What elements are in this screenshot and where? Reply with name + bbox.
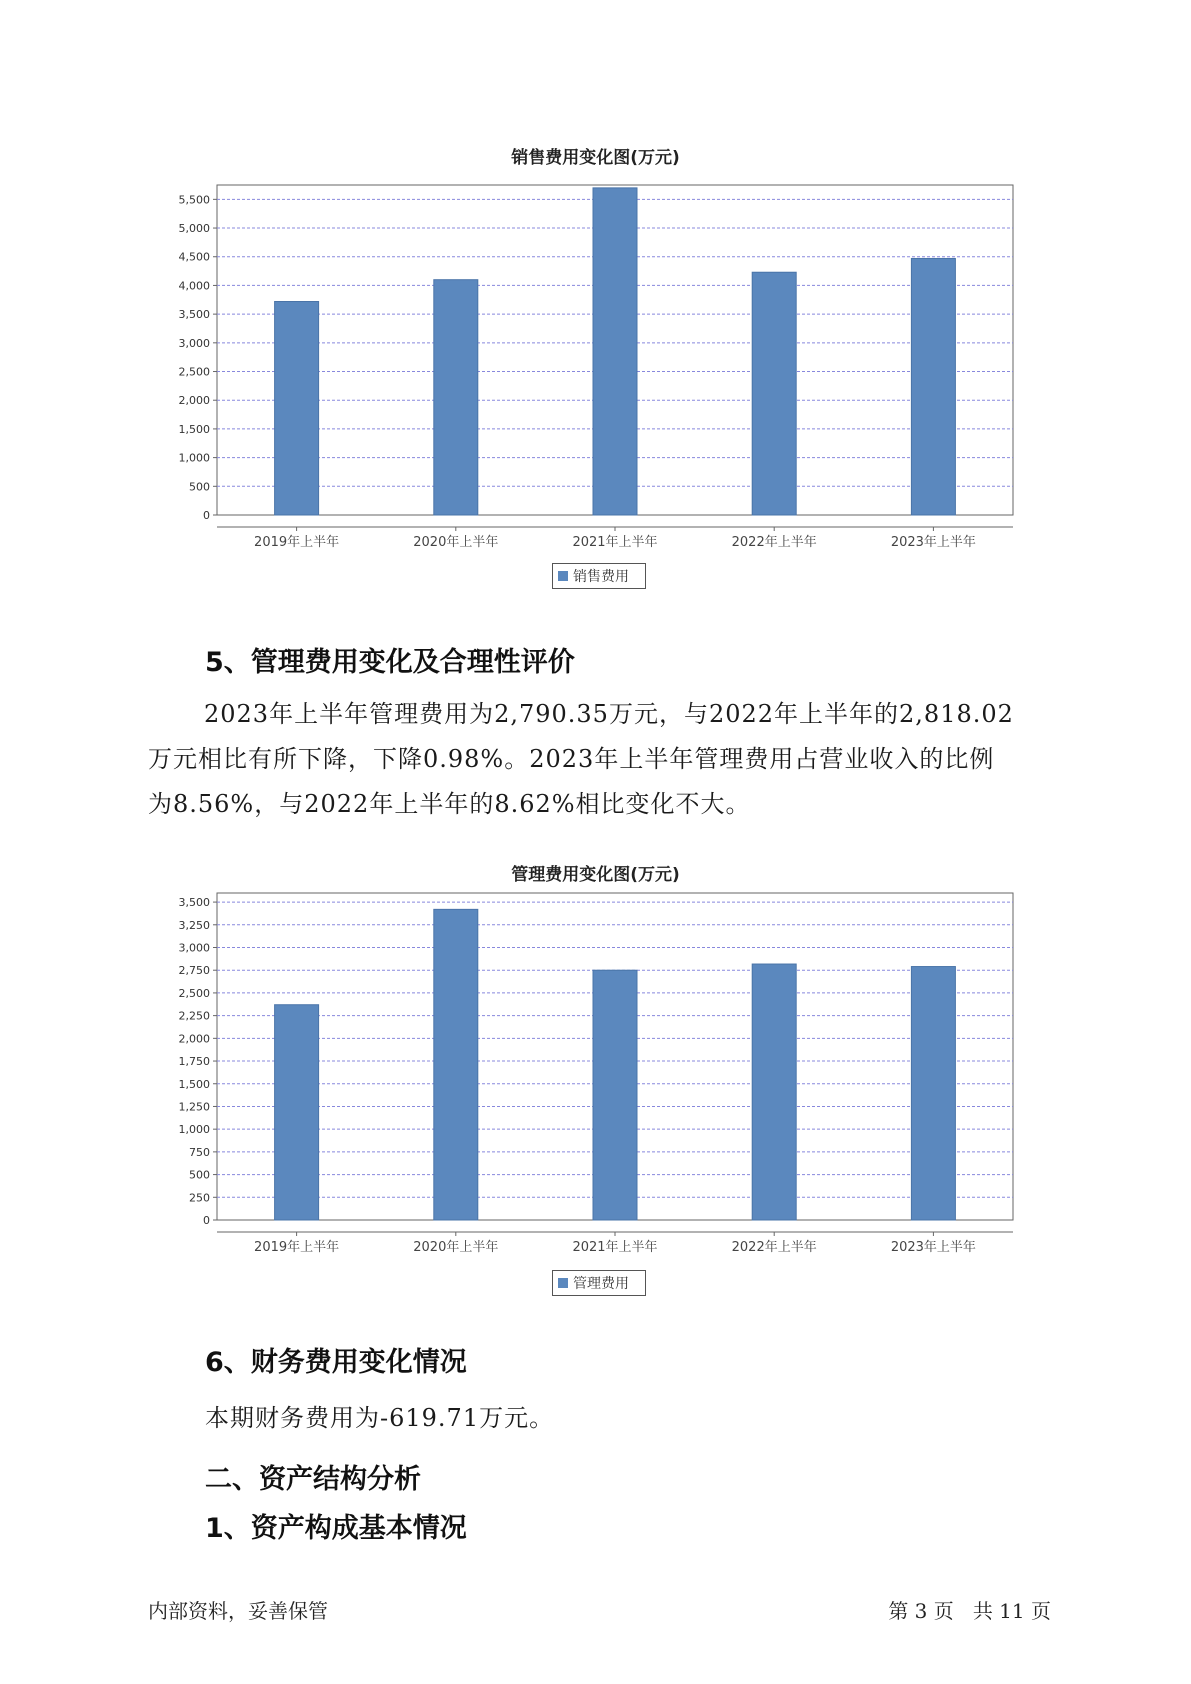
y-tick-label: 3,250 <box>178 918 210 932</box>
paragraph-line: 万元相比有所下降，下降0.98%。2023年上半年管理费用占营业收入的比例 <box>148 745 995 773</box>
part2-subheading: 1、资产构成基本情况 <box>205 1513 467 1544</box>
footer-page-number: 第 3 页 共 11 页 <box>888 1599 1051 1623</box>
y-tick-label: 250 <box>189 1191 210 1205</box>
x-tick-label: 2023年上半年 <box>890 1240 976 1255</box>
legend-swatch <box>558 1278 568 1288</box>
x-tick-label: 2020年上半年 <box>413 1240 499 1255</box>
paragraph-line: 为8.56%，与2022年上半年的8.62%相比变化不大。 <box>148 790 751 818</box>
y-tick-label: 2,500 <box>178 365 210 379</box>
bar <box>434 909 478 1220</box>
y-tick-label: 2,250 <box>178 1009 210 1023</box>
y-tick-label: 3,000 <box>178 336 210 350</box>
admin-expense-chart <box>0 890 1191 1290</box>
y-tick-label: 4,500 <box>178 250 210 264</box>
y-tick-label: 500 <box>189 480 210 494</box>
y-tick-label: 5,500 <box>178 193 210 207</box>
bar <box>911 967 955 1220</box>
sales-expense-chart <box>0 170 1191 570</box>
footer-confidential: 内部资料，妥善保管 <box>148 1599 328 1623</box>
y-tick-label: 1,500 <box>178 422 210 436</box>
paragraph-line: 2023年上半年管理费用为2,790.35万元，与2022年上半年的2,818.02 <box>204 700 1014 728</box>
x-tick-label: 2021年上半年 <box>572 1240 658 1255</box>
y-tick-label: 1,250 <box>178 1100 210 1114</box>
bar <box>434 280 478 515</box>
bar <box>593 188 637 515</box>
y-tick-label: 1,500 <box>178 1077 210 1091</box>
admin-chart-title: 管理费用变化图(万元) <box>511 865 680 885</box>
y-tick-label: 0 <box>203 509 210 522</box>
bar <box>752 272 796 515</box>
legend-label: 销售费用 <box>573 569 629 585</box>
x-tick-label: 2019年上半年 <box>254 535 340 550</box>
y-tick-label: 3,000 <box>178 941 210 955</box>
x-tick-label: 2022年上半年 <box>731 1240 817 1255</box>
sales-chart-title: 销售费用变化图(万元) <box>511 148 680 168</box>
legend-label: 管理费用 <box>573 1276 629 1292</box>
y-tick-label: 4,000 <box>178 279 210 293</box>
y-tick-label: 0 <box>203 1214 210 1227</box>
y-tick-label: 1,000 <box>178 1123 210 1137</box>
y-tick-label: 1,000 <box>178 451 210 465</box>
bar <box>752 964 796 1220</box>
x-tick-label: 2022年上半年 <box>731 535 817 550</box>
y-tick-label: 1,750 <box>178 1055 210 1069</box>
part2-heading: 二、资产结构分析 <box>205 1464 421 1495</box>
section6-text: 本期财务费用为-619.71万元。 <box>205 1404 555 1432</box>
bar <box>911 258 955 515</box>
bar <box>593 970 637 1220</box>
sales-chart-legend <box>552 563 646 589</box>
y-tick-label: 3,500 <box>178 308 210 322</box>
y-tick-label: 5,000 <box>178 222 210 236</box>
admin-chart-legend <box>552 1270 646 1296</box>
y-tick-label: 500 <box>189 1168 210 1182</box>
x-tick-label: 2019年上半年 <box>254 1240 340 1255</box>
x-tick-label: 2020年上半年 <box>413 535 499 550</box>
y-tick-label: 2,750 <box>178 964 210 978</box>
section5-paragraph <box>148 692 1058 827</box>
y-tick-label: 750 <box>189 1145 210 1159</box>
y-tick-label: 3,500 <box>178 896 210 910</box>
x-tick-label: 2023年上半年 <box>890 535 976 550</box>
y-tick-label: 2,000 <box>178 1032 210 1046</box>
legend-swatch <box>558 571 568 581</box>
y-tick-label: 2,000 <box>178 394 210 408</box>
section5-heading: 5、管理费用变化及合理性评价 <box>205 647 575 678</box>
section6-heading: 6、财务费用变化情况 <box>205 1347 467 1378</box>
bar <box>275 302 319 515</box>
y-tick-label: 2,500 <box>178 986 210 1000</box>
bar <box>275 1005 319 1220</box>
x-tick-label: 2021年上半年 <box>572 535 658 550</box>
